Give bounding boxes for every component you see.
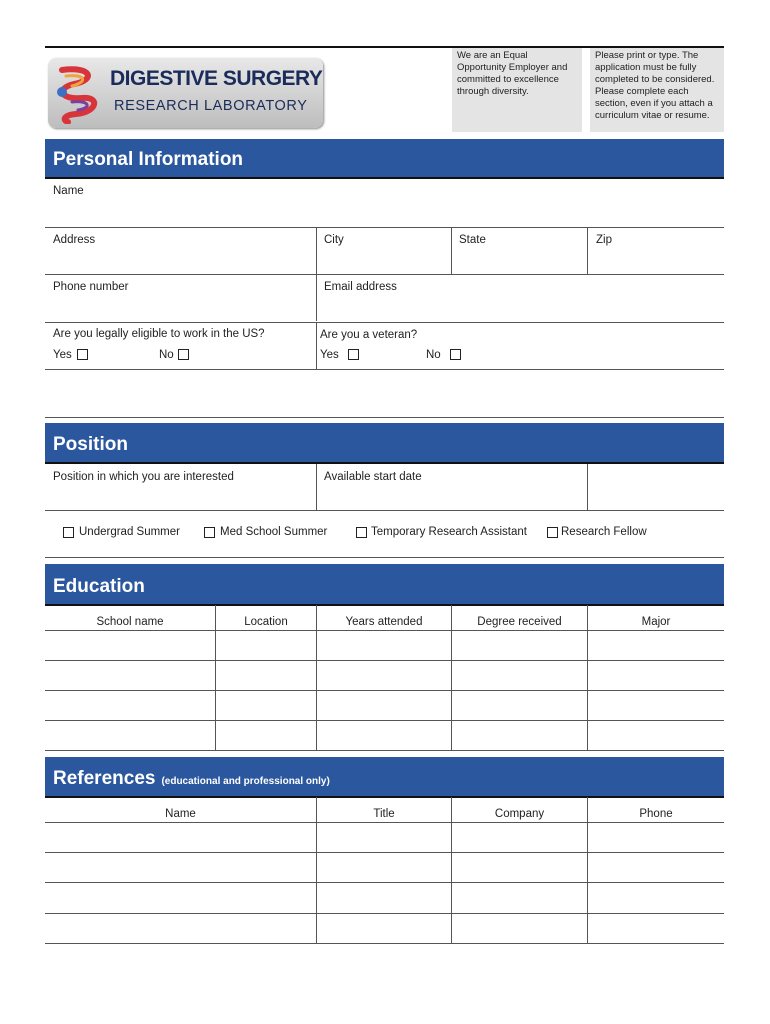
veteran-no-checkbox[interactable] [450, 349, 461, 360]
eligible-yes-label: Yes [53, 349, 72, 361]
phone-field[interactable] [45, 297, 316, 321]
education-col-major: Major [641, 616, 671, 628]
research-fellow-checkbox[interactable] [547, 527, 558, 538]
position-section-header [45, 423, 724, 464]
temp-research-assistant-label: Temporary Research Assistant [371, 526, 527, 538]
references-col-company: Company [494, 808, 545, 820]
start-date-label: Available start date [324, 471, 422, 483]
education-col-years: Years attended [345, 616, 423, 628]
position-interest-field[interactable] [45, 486, 316, 510]
email-label: Email address [324, 281, 397, 293]
equal-opportunity-text: We are an Equal Opportunity Employer and committed to excellence through diversity. [457, 50, 568, 97]
education-row[interactable] [45, 661, 724, 690]
references-section-header [45, 757, 724, 798]
references-title-text: References [53, 768, 156, 789]
equal-opportunity-note [452, 48, 582, 132]
logo-line-1: DIGESTIVE SURGERY [110, 67, 323, 90]
state-field[interactable] [452, 250, 587, 274]
divider [316, 323, 317, 369]
personal-section-header [45, 139, 724, 179]
city-label: City [324, 234, 344, 246]
phone-label: Phone number [53, 281, 129, 293]
position-section-title: Position [53, 434, 128, 455]
address-label: Address [53, 234, 96, 246]
education-col-degree: Degree received [477, 616, 562, 628]
zip-label: Zip [596, 234, 612, 246]
divider [45, 750, 724, 751]
start-date-field[interactable] [317, 486, 587, 510]
divider [587, 228, 588, 274]
references-col-phone: Phone [639, 808, 673, 820]
name-field[interactable] [45, 200, 724, 227]
position-interest-label: Position in which you are interested [53, 471, 234, 483]
address-field[interactable] [45, 250, 316, 274]
veteran-yes-checkbox[interactable] [348, 349, 359, 360]
divider [587, 464, 588, 510]
veteran-yes-label: Yes [320, 349, 339, 361]
name-label: Name [53, 185, 84, 197]
references-col-title: Title [373, 808, 395, 820]
instructions-text: Please print or type. The application must be fully completed to be considered. Please complete each section, even if you attach a curriculum vitae or resume. [595, 50, 715, 121]
undergrad-summer-checkbox[interactable] [63, 527, 74, 538]
reference-row[interactable] [45, 883, 724, 913]
veteran-question: Are you a veteran? [320, 329, 418, 341]
divider [45, 227, 724, 228]
education-row[interactable] [45, 721, 724, 750]
reference-row[interactable] [45, 823, 724, 852]
veteran-no-label: No [426, 349, 441, 361]
divider [45, 943, 724, 944]
reference-row[interactable] [45, 853, 724, 882]
research-fellow-label: Research Fellow [561, 526, 647, 538]
med-school-summer-label: Med School Summer [220, 526, 328, 538]
zip-field[interactable] [588, 250, 724, 274]
references-section-title [53, 768, 330, 790]
reference-row[interactable] [45, 914, 724, 943]
city-field[interactable] [317, 250, 451, 274]
references-subtitle: (educational and professional only) [161, 776, 330, 787]
divider [45, 369, 724, 370]
eligible-yes-checkbox[interactable] [77, 349, 88, 360]
education-section-title: Education [53, 576, 145, 597]
divider [45, 510, 724, 511]
logo-line-2: RESEARCH LABORATORY [114, 98, 308, 114]
med-school-summer-checkbox[interactable] [204, 527, 215, 538]
eligible-question: Are you legally eligible to work in the US? [53, 328, 265, 340]
divider [45, 274, 724, 275]
education-col-school: School name [96, 616, 164, 628]
lab-logo [48, 58, 323, 128]
swirl-logo-icon [52, 62, 106, 124]
divider [316, 464, 317, 510]
eligible-no-checkbox[interactable] [178, 349, 189, 360]
divider [451, 228, 452, 274]
references-col-name: Name [165, 808, 196, 820]
instructions-note [590, 48, 724, 132]
divider [45, 417, 724, 418]
divider [45, 322, 724, 323]
state-label: State [459, 234, 486, 246]
temp-research-assistant-checkbox[interactable] [356, 527, 367, 538]
divider [316, 275, 317, 321]
education-section-header [45, 564, 724, 606]
eligible-no-label: No [159, 349, 174, 361]
education-col-location: Location [244, 616, 288, 628]
personal-section-title: Personal Information [53, 149, 244, 170]
email-field[interactable] [317, 297, 724, 321]
divider [316, 228, 317, 274]
undergrad-summer-label: Undergrad Summer [79, 526, 180, 538]
education-row[interactable] [45, 631, 724, 660]
divider [45, 557, 724, 558]
education-row[interactable] [45, 691, 724, 720]
